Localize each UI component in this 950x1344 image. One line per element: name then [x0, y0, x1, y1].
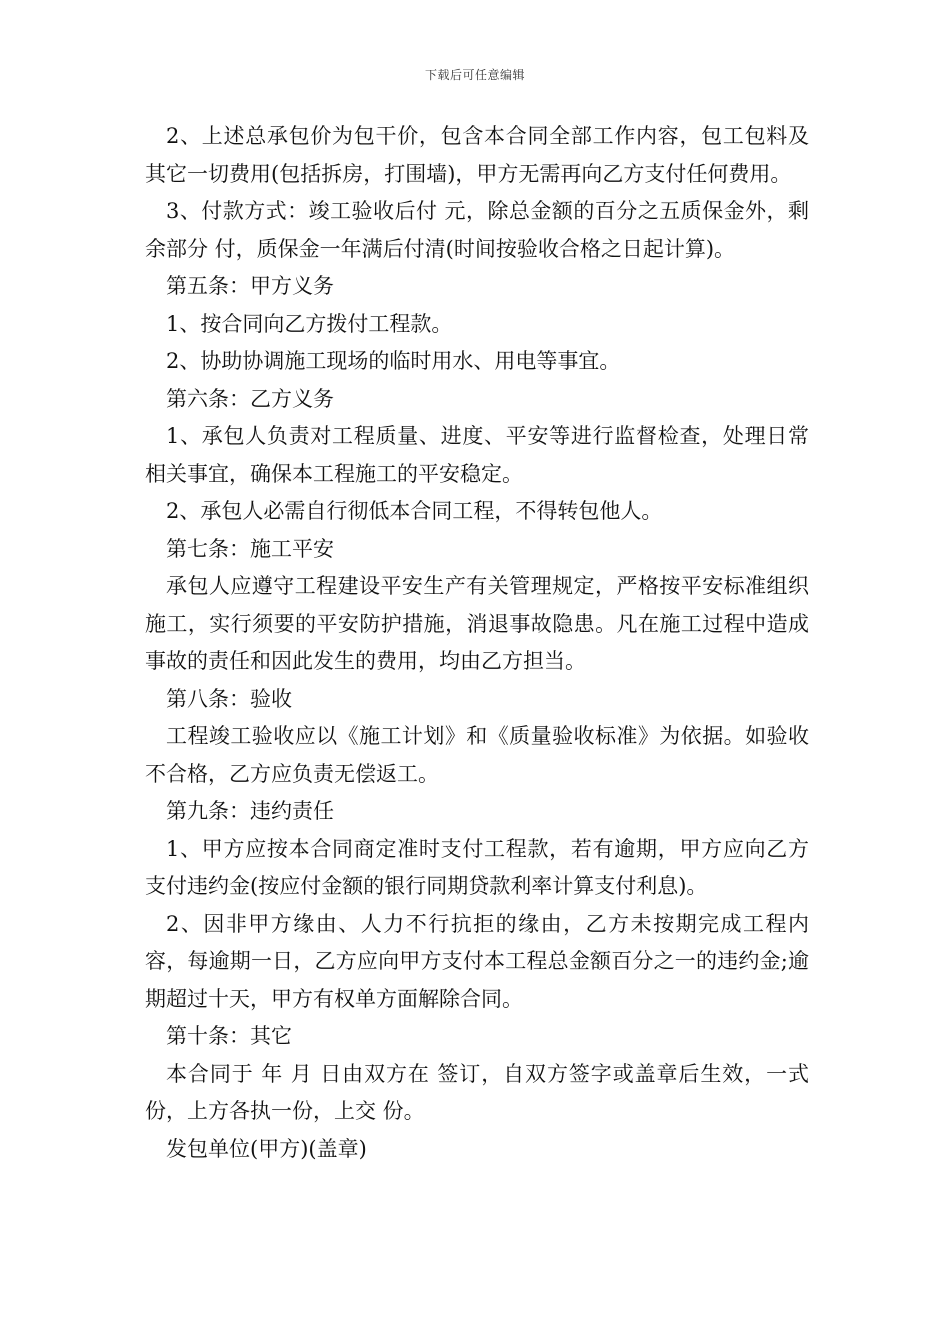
article-heading: 第五条：甲方义务 [166, 274, 334, 298]
article-heading: 第八条：验收 [166, 686, 292, 711]
clause-paragraph: 2、协助协调施工现场的临时用水、用电等事宜。 [166, 349, 621, 373]
article-heading: 第六条：乙方义务 [166, 386, 334, 411]
page-header: 下载后可任意编辑 [424, 68, 525, 82]
article-heading: 第九条：违约责任 [166, 799, 334, 823]
clause-paragraph: 2、上述总承包价为包干价，包含本合同全部工作内容，包工包料及其它一切费用(包括拆房，打围墙)，甲方无需再向乙方支付任何费用。 [145, 124, 809, 186]
clause-paragraph: 3、付款方式：竣工验收后付 元，除总金额的百分之五质保金外，剩余部分 付，质保金一年满后付清(时间按验收合格之日起计算)。 [145, 199, 809, 261]
clause-paragraph: 本合同于 年 月 日由双方在 签订，自双方签字或盖章后生效，一式 份，上方各执一份，上交 份。 [145, 1061, 809, 1123]
clause-paragraph: 2、因非甲方缘由、人力不行抗拒的缘由，乙方未按期完成工程内容，每逾期一日，乙方应向甲方支付本工程总金额百分之一的违约金;逾期超过十天，甲方有权单方面解除合同。 [145, 911, 809, 1011]
clause-paragraph: 1、承包人负责对工程质量、进度、平安等进行监督检查，处理日常相关事宜，确保本工程施工的平安稳定。 [145, 424, 809, 486]
signature-line-party-a: 发包单位(甲方)(盖章) [166, 1136, 367, 1161]
contract-body [145, 118, 809, 1168]
clause-paragraph: 工程竣工验收应以《施工计划》和《质量验收标准》为依据。如验收不合格，乙方应负责无偿返工。 [145, 724, 809, 786]
clause-paragraph: 承包人应遵守工程建设平安生产有关管理规定，严格按平安标准组织施工，实行须要的平安防护措施，消退事故隐患。凡在施工过程中造成事故的责任和因此发生的费用，均由乙方担当。 [145, 574, 809, 673]
clause-paragraph: 1、按合同向乙方拨付工程款。 [166, 311, 453, 336]
article-heading: 第七条：施工平安 [166, 536, 334, 561]
article-heading: 第十条：其它 [166, 1024, 292, 1048]
clause-paragraph: 1、甲方应按本合同商定准时支付工程款，若有逾期，甲方应向乙方支付违约金(按应付金额的银行同期贷款利率计算支付利息)。 [145, 836, 809, 898]
clause-paragraph: 2、承包人必需自行彻低本合同工程，不得转包他人。 [166, 499, 663, 523]
